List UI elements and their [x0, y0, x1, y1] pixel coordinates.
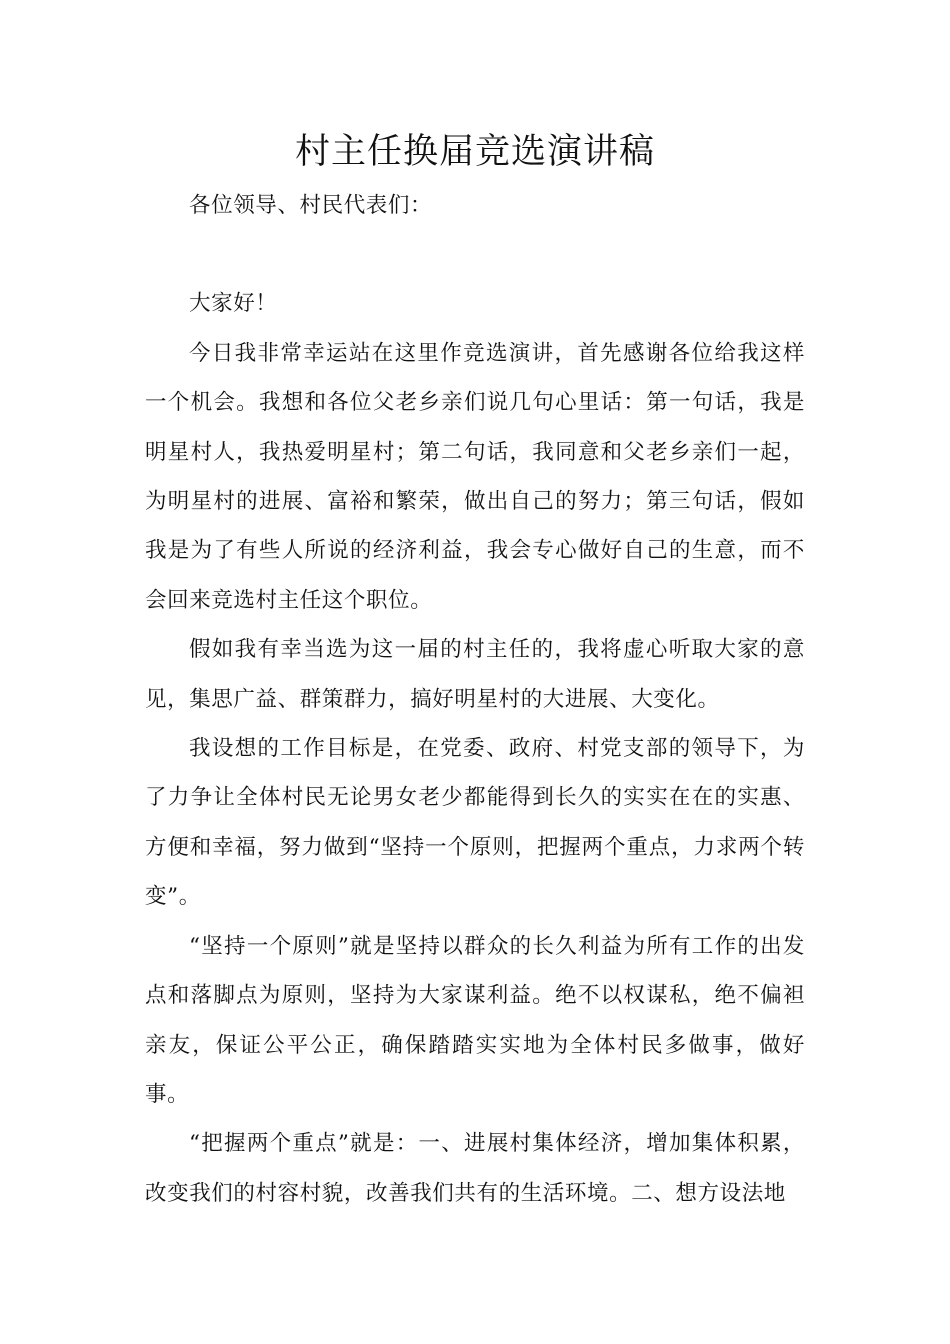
document-body — [145, 181, 805, 1218]
paragraph-3: 我设想的工作目标是，在党委、政府、村党支部的领导下，为了力争让全体村民无论男女老少都能得到长久的实实在在的实惠、方便和幸福，努力做到“坚持一个原则，把握两个重点，力求两个转变”。 — [145, 736, 805, 910]
paragraph-5: “把握两个重点”就是：一、进展村集体经济，增加集体积累，改变我们的村容村貌，改善我们共有的生活环境。二、想方设法地 — [145, 1131, 805, 1206]
paragraph-2: 假如我有幸当选为这一届的村主任的，我将虚心听取大家的意见，集思广益、群策群力，搞好明星村的大进展、大变化。 — [145, 637, 805, 712]
paragraph-4: “坚持一个原则”就是坚持以群众的长久利益为所有工作的出发点和落脚点为原则，坚持为大家谋利益。绝不以权谋私，绝不偏袒亲友，保证公平公正，确保踏踏实实地为全体村民多做事，做好事。 — [145, 933, 805, 1107]
salutation: 各位领导、村民代表们： — [189, 193, 433, 218]
paragraph-greeting: 大家好！ — [189, 291, 278, 317]
paragraph-1: 今日我非常幸运站在这里作竞选演讲，首先感谢各位给我这样一个机会。我想和各位父老乡亲们说几句心里话：第一句话，我是明星村人，我热爱明星村；第二句话，我同意和父老乡亲们一起，为明星村的进展、富裕和繁荣，做出自己的努力；第三句话，假如我是为了有些人所说的经济利益，我会专心做好自己的生意，而不会回来竞选村主任这个职位。 — [145, 340, 805, 613]
document-title: 村主任换届竞选演讲稿 — [294, 132, 655, 172]
